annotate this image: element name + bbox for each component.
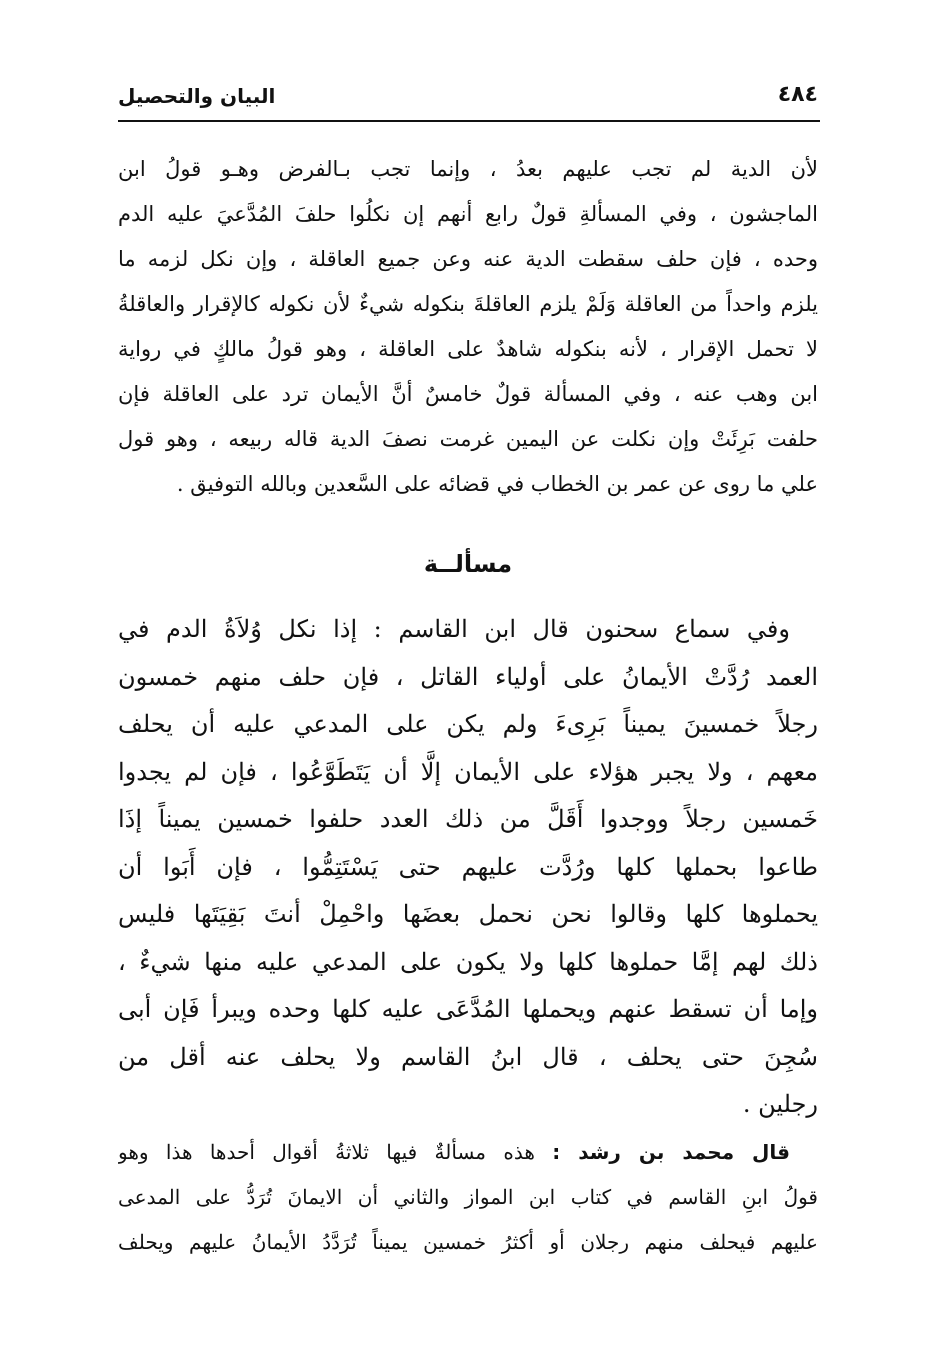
page-header xyxy=(118,82,818,112)
text-line: يلزم واحداً من العاقلة وَلَمْ يلزم العاقلةَ بنكوله شيءٌ لأن نكوله كالإقرار والعاقلةُ xyxy=(118,292,818,316)
text-line: الماجشون ، وفي المسألةِ قولٌ رابع أنهم إن نكلُوا حلفَ المُدَّعيَ عليه الدم xyxy=(118,202,818,226)
text-line: سُجِنَ حتى يحلف ، قال ابنُ القاسم ولا يحلف عنه أقل من xyxy=(118,1042,818,1071)
text-line: ابن وهب عنه ، وفي المسألة قولٌ خامسٌ أنَّ الأيمان ترد على العاقلة فإن xyxy=(118,382,818,406)
paragraph-2 xyxy=(118,606,818,1129)
text-line: رجلاً خمسينَ يميناً بَرِىءَ ولم يكن على المدعي عليه أن يحلف xyxy=(118,710,818,738)
text-line: رجلين . xyxy=(742,1090,818,1118)
text-line: ذلك لهم إمَّا حملوها كلها ولا يكون على المدعي عليه منها شيءٌ ، xyxy=(118,947,818,976)
text-line: وإما أن تسقط عنهم ويحملها المُدَّعَى عليه كلها وحده ويبرأ فَإن أبى xyxy=(118,995,818,1023)
header-divider xyxy=(118,120,820,122)
running-title: البيان والتحصيل xyxy=(118,84,276,108)
commentary-lead: قال محمد بن رشد : xyxy=(552,1140,791,1164)
text-line: خَمسين رجلاً ووجدوا أَقَلَّ من ذلك العدد حلفوا خمسين يميناً إذَا xyxy=(118,805,818,833)
text-line: معهم ، ولا يجبر هؤلاء على الأيمان إلَّا أن يَتَطَوَّعُوا ، فإن لم يجدوا xyxy=(118,757,818,786)
text-line: وحده ، فإن حلف سقطت الدية عنه وعن جميع العاقلة ، وإن نكل لزمه ما xyxy=(118,247,818,271)
section-heading: مسألــة xyxy=(423,550,513,578)
paragraph-1 xyxy=(118,147,818,507)
text-line: لا تحمل الإقرار ، لأنه بنكوله شاهدٌ على العاقلة ، وهو قولُ مالكٍ في رواية xyxy=(118,337,818,361)
text-line: وفي سماع سحنون قال ابن القاسم : إذا نكل وُلاَةُ الدم في xyxy=(118,615,790,643)
text-line xyxy=(118,1130,818,1175)
text-line: يحملوها كلها وقالوا نحن نحمل بعضَها واحْمِلْ أنتَ بَقِيَتَها فليس xyxy=(118,900,818,928)
text-line: قولُ ابنِ القاسم في كتاب ابن المواز والثاني أن الايمانَ تُرَدُّ على المدعى xyxy=(118,1185,818,1209)
text-run: هذه مسألةٌ فيها ثلاثةُ أقوال أحدها هذا وهو xyxy=(118,1140,535,1164)
text-line: حلفت بَرِئَتْ وإن نكلت عن اليمين غرمت نصفَ الدية قاله ربيعه ، وهو قول xyxy=(118,427,818,451)
page-number: ٤٨٤ xyxy=(777,82,818,107)
text-line: عليهم فيحلف منهم رجلان أو أكثرُ خمسين يميناً تُرَدَّدُ الأيمانُ عليهم ويحلف xyxy=(118,1230,818,1254)
text-line: علي ما روى عن عمر بن الخطاب في قضائه على السَّعدين وبالله التوفيق . xyxy=(176,472,818,496)
text-line: طاعوا بحملها كلها ورُدَّت عليهم حتى يَسْتَتِمُّوا ، فإن أَبَوا أن xyxy=(118,852,818,881)
paragraph-3 xyxy=(118,1130,818,1265)
text-line: العمد رُدَّتْ الأيمانُ على أولياء القاتل ، فإن حلف منهم خمسون xyxy=(118,662,818,691)
text-line: لأن الدية لم تجب عليهم بعدُ ، وإنما تجب بـالفرض وهـو قولُ ابن xyxy=(118,157,818,181)
